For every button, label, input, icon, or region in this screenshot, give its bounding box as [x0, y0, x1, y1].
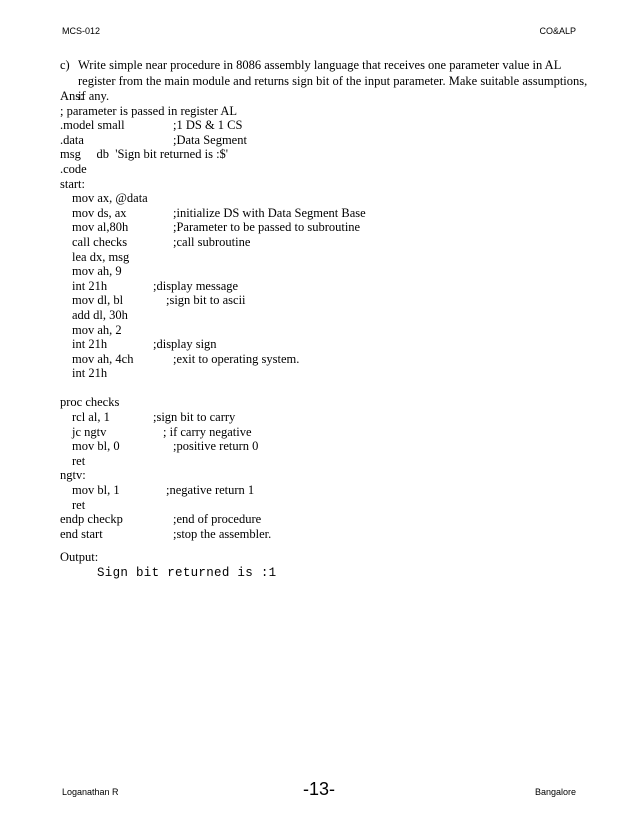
code-comment: ;exit to operating system.	[173, 351, 300, 366]
footer-location: Bangalore	[534, 787, 576, 797]
header-course-code: MCS-012	[62, 26, 101, 36]
code-comment: ;negative return 1	[166, 483, 255, 498]
code-comment: ;positive return 0	[173, 439, 259, 454]
code-comment: ;sign bit to carry	[153, 410, 236, 425]
code-comment: ;call subroutine	[173, 234, 251, 249]
question-label: c)	[60, 58, 70, 72]
code-comment: ;initialize DS with Data Segment Base	[173, 205, 366, 220]
code-comment: ;display sign	[153, 337, 217, 352]
footer-page-number: -13-	[302, 779, 335, 799]
code-comment: ;Data Segment	[173, 132, 247, 147]
output-text: Sign bit returned is :1	[97, 566, 277, 580]
code-comment: ; if carry negative	[163, 424, 252, 439]
question-text: Write simple near procedure in 8086 assembly language that receives one parameter value in AL register from the main module and returns sign bit of the input parameter. Make suitable assumptions, if any.	[78, 58, 588, 103]
header-subject: CO&ALP	[539, 26, 576, 36]
code-comment: ;1 DS & 1 CS	[173, 118, 243, 133]
question	[60, 58, 590, 105]
code-comment: ;Parameter to be passed to subroutine	[173, 220, 361, 235]
code-comment: ;display message	[153, 278, 239, 293]
output-label: Output:	[60, 550, 99, 564]
code-comment: ;end of procedure	[173, 512, 262, 527]
footer-author: Loganathan R	[62, 787, 119, 797]
code-comment: ;sign bit to ascii	[166, 293, 246, 308]
code-comment: ;stop the assembler.	[173, 526, 272, 541]
